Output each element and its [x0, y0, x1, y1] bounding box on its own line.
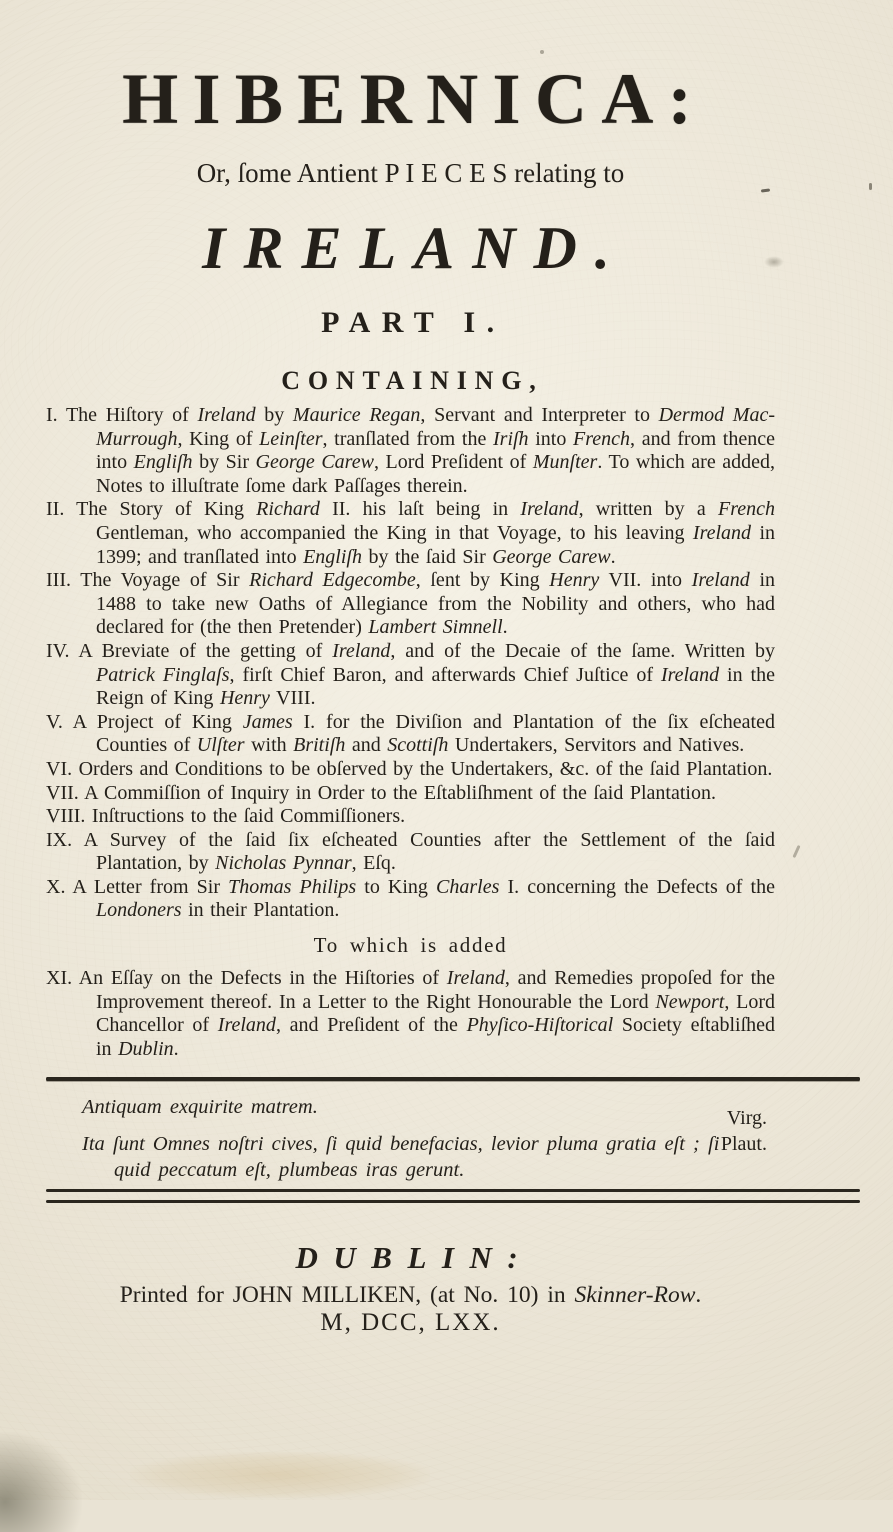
- contents-item-11: XI. An Eſſay on the Defects in the Hiſtories of Ireland, and Remedies propoſed for the Improvement thereof. In a Letter to the Right Honourable the Lord Newport, Lord Chancellor of Ireland, and Preſident of the Phyſico-Hiſtorical Society eſtabliſhed in Dublin.: [46, 967, 776, 1060]
- rule-gap: [46, 1192, 860, 1200]
- contents-item-3: III. The Voyage of Sir Richard Edgecombe, ſent by King Henry VII. into Ireland in 1488 to take new Oaths of Allegiance from the Nobility and others, who had declared for (the then Pretender) Lambert Simnell.: [46, 569, 775, 639]
- contents-item-8: VIII. Inſtructions to the ſaid Commiſſioners.: [46, 805, 406, 828]
- epigraph-plautus-quote: [82, 1131, 775, 1183]
- imprint-city: DUBLIN:: [295, 1240, 534, 1276]
- book-subtitle: Or, ſome Antient P I E C E S relating to: [196, 158, 625, 188]
- epigraph-plautus-text: Ita ſunt Omnes noſtri cives, ſi quid benefacias, levior pluma gratia eſt ; ſi quid peccatum eſt, plumbeas iras gerunt.: [82, 1133, 720, 1182]
- epigraph-plautus-attribution: Plaut.: [720, 1133, 767, 1156]
- addendum-heading: To which is added: [313, 933, 508, 958]
- rule-bar: [46, 1200, 860, 1203]
- contents-item-6: VI. Orders and Conditions to be obſerved by the Undertakers, &c. of the ſaid Plantation.: [46, 757, 773, 780]
- horizontal-rule-top: [46, 1077, 860, 1081]
- imprint-publisher: Printed for JOHN MILLIKEN, (at No. 10) in Skinner-Row.: [119, 1282, 702, 1309]
- paper-stain-corner: [0, 1432, 82, 1532]
- book-title: HIBERNICA:: [122, 59, 707, 139]
- contents-item-4: IV. A Breviate of the getting of Ireland, and of the Decaie of the ſame. Written by Patrick Finglaſs, firſt Chief Baron, and afterwards Chief Juſtice of Ireland in the Reign of King Henry VIII.: [46, 639, 775, 710]
- epigraph-virgil-quote: Antiquam exquirite matrem.: [82, 1096, 318, 1119]
- contents-list: [46, 404, 775, 1061]
- contents-item-1: I. The Hiſtory of Ireland by Maurice Regan, Servant and Interpreter to Dermod Mac-Murrough, King of Leinſter, tranſlated from the Iriſh into French, and from thence into Engliſh by Sir George Carew, Lord Preſident of Munſter. To which are added, Notes to illuſtrate ſome dark Paſſages therein.: [46, 404, 776, 497]
- imprint: [46, 1239, 775, 1337]
- contents-item-9: IX. A Survey of the ſaid ſix eſcheated Counties after the Settlement of the ſaid Plantation, by Nicholas Pynnar, Eſq.: [46, 828, 775, 875]
- part-number: PART I.: [321, 306, 506, 339]
- contents-item-7: VII. A Commiſſion of Inquiry in Order to the Eſtabliſhment of the ſaid Plantation.: [46, 781, 716, 804]
- contents-item-2: II. The Story of King Richard II. his laſt being in Ireland, written by a French Gentleman, who accompanied the King in that Voyage, to his leaving Ireland in 1399; and tranſlated into Engliſh by the ſaid Sir George Carew.: [46, 498, 776, 568]
- ink-speck: [869, 183, 872, 190]
- horizontal-double-rule-bottom: [46, 1189, 860, 1203]
- series-title-ireland: IRELAND.: [202, 215, 628, 281]
- ink-speck: [792, 845, 800, 858]
- contents-item-5: V. A Project of King James I. for the Diviſion and Plantation of the ſix eſcheated Counties of Ulſter with Britiſh and Scottiſh Undertakers, Servitors and Natives.: [46, 710, 775, 757]
- paper-stain-bottom: [130, 1452, 430, 1498]
- epigraph: [46, 1094, 775, 1183]
- imprint-date: M, DCC, LXX.: [320, 1309, 501, 1337]
- epigraph-virgil-attribution: Virg.: [726, 1107, 767, 1130]
- contents-item-10: X. A Letter from Sir Thomas Philips to King Charles I. concerning the Defects of the Londoners in their Plantation.: [46, 875, 775, 922]
- contents-heading: CONTAINING,: [281, 366, 544, 395]
